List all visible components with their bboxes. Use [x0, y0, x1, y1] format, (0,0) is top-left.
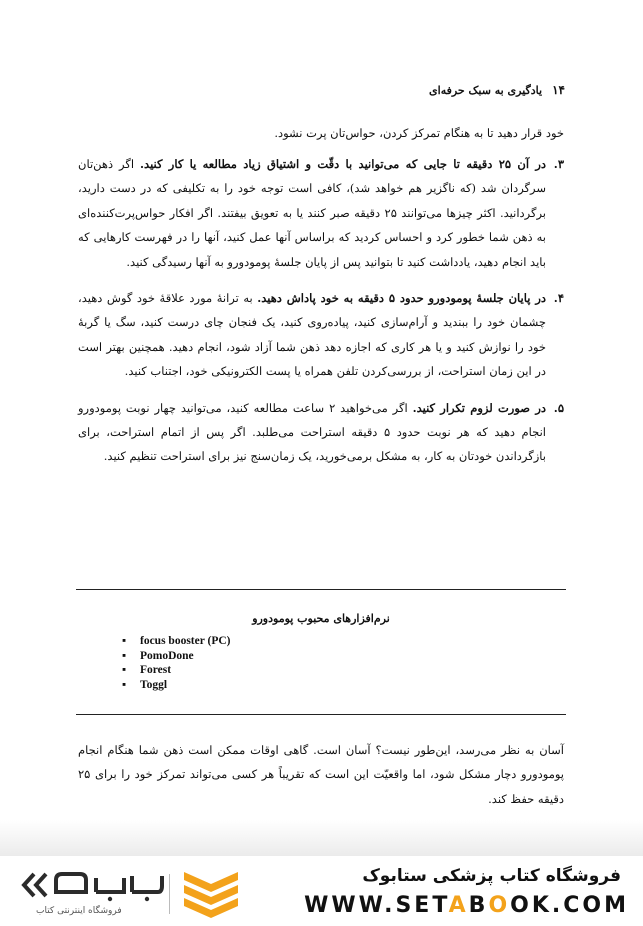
- bullet-icon: ▪: [122, 649, 127, 662]
- bullet-icon: ▪: [122, 635, 127, 647]
- list-item: [78, 286, 564, 384]
- running-header: [60, 80, 565, 100]
- tool-name: focus booster (PC): [140, 635, 231, 647]
- item-text: اگر می‌خواهید ۲ ساعت مطالعه کنید، می‌توانید چهار نوبت پومودورو انجام دهید که هر نوبت حدود ۵ دقیقه استراحت می‌طلبد. اگر پس از اتمام استراحت، برای بازگرداندن خودتان به کار، به مشکل برمی‌خورید، یک زمان‌سنج نیز برای استراحت تنظیم کنید.: [78, 400, 546, 464]
- box-top-rule: [76, 589, 566, 590]
- tool-name: Toggl: [140, 678, 168, 691]
- url-accent: A: [448, 893, 469, 918]
- store-name: فروشگاه کتاب پزشکی ستابوک: [362, 866, 621, 886]
- url-accent: O: [488, 893, 511, 918]
- intro-paragraph: خود قرار دهید تا به هنگام تمرکز کردن، حواس‌تان پرت نشود.: [274, 126, 564, 140]
- tool-item: [122, 634, 231, 649]
- tool-item: [122, 678, 231, 693]
- running-title: یادگیری به سبک حرفه‌ای: [429, 83, 543, 97]
- url-part: B: [468, 893, 489, 918]
- item-bold-lead: در صورت لزوم تکرار کنید.: [412, 400, 546, 415]
- bullet-icon: ▪: [122, 664, 127, 676]
- url-part: OK.COM: [510, 893, 629, 918]
- item-text: اگر ذهن‌تان سرگردان شد (که ناگزیر هم خواهد شد)، کافی است توجه خود را به تکلیفی که در دست دارید، برگردانید. اکثر چیزها می‌توانند ۲۵ دقیقه صبر کنند یا به تعویق بیفتند. اگر افکار حواس‌پرت‌کننده‌ای به ذهن شما خطور کرد و احساس کردید که براساس آنها عمل کنید، آنها را در فهرست کارهایی که باید انجام دهید، یادداشت کنید تا بتوانید پس از پایان جلسهٔ پومودورو به آنها رسیدگی کنید.: [78, 157, 547, 269]
- tools-list: [122, 634, 231, 692]
- setabook-logo-icon: [20, 866, 165, 904]
- tool-item: [122, 649, 231, 664]
- list-item: [78, 152, 564, 274]
- bullet-icon: ▪: [122, 678, 127, 691]
- outro-paragraph: آسان به نظر می‌رسد، این‌طور نیست؟ آسان است. گاهی اوقات ممکن است ذهن شما هنگام انجام پومودورو دچار مشکل شود، اما واقعیّت این است که تقریباً هر کسی می‌تواند تمرکز خود را برای ۲۵ دقیقه حفظ کند.: [78, 743, 564, 806]
- item-number: ۳.: [553, 157, 564, 171]
- item-number: ۵.: [553, 400, 564, 415]
- box-bottom-rule: [76, 714, 566, 715]
- store-url[interactable]: [304, 893, 629, 918]
- tools-box-title: نرم‌افزارهای محبوب پومودورو: [252, 612, 390, 625]
- tool-name: Forest: [140, 664, 172, 676]
- tool-item: [122, 663, 231, 678]
- item-bold-lead: در آن ۲۵ دقیقه تا جایی که می‌توانید با دقّت و اشتیاق زیاد مطالعه یا کار کنید.: [140, 157, 546, 171]
- url-part: WWW.SET: [304, 893, 449, 918]
- item-bold-lead: در پایان جلسهٔ پومودورو حدود ۵ دقیقه به خود پاداش دهید.: [257, 291, 546, 306]
- item-number: ۴.: [553, 291, 564, 306]
- tool-name: PomoDone: [140, 649, 194, 662]
- list-item: [78, 396, 564, 469]
- page-number: ۱۴: [552, 83, 565, 97]
- logo-divider: [169, 874, 170, 914]
- logo-subtitle: فروشگاه اینترنتی کتاب: [36, 906, 122, 916]
- footer-fade: [0, 820, 643, 856]
- book-chevron-logo-icon: [178, 866, 244, 918]
- steps-list: [78, 152, 564, 481]
- item-text: به ترانهٔ مورد علاقهٔ خود گوش دهید، چشمان خود را ببندید و آرام‌سازی کنید، پیاده‌روی کنید، یک فنجان چای درست کنید، سگ یا گربهٔ خود را نوازش کنید و یا هر کاری که اجازه دهد ذهن شما آزاد شود، انجام دهید. همچنین بهتر است در این زمان استراحت، از بررسی‌کردن تلفن همراه یا پست الکترونیکی خود، اجتناب کنید.: [78, 291, 546, 379]
